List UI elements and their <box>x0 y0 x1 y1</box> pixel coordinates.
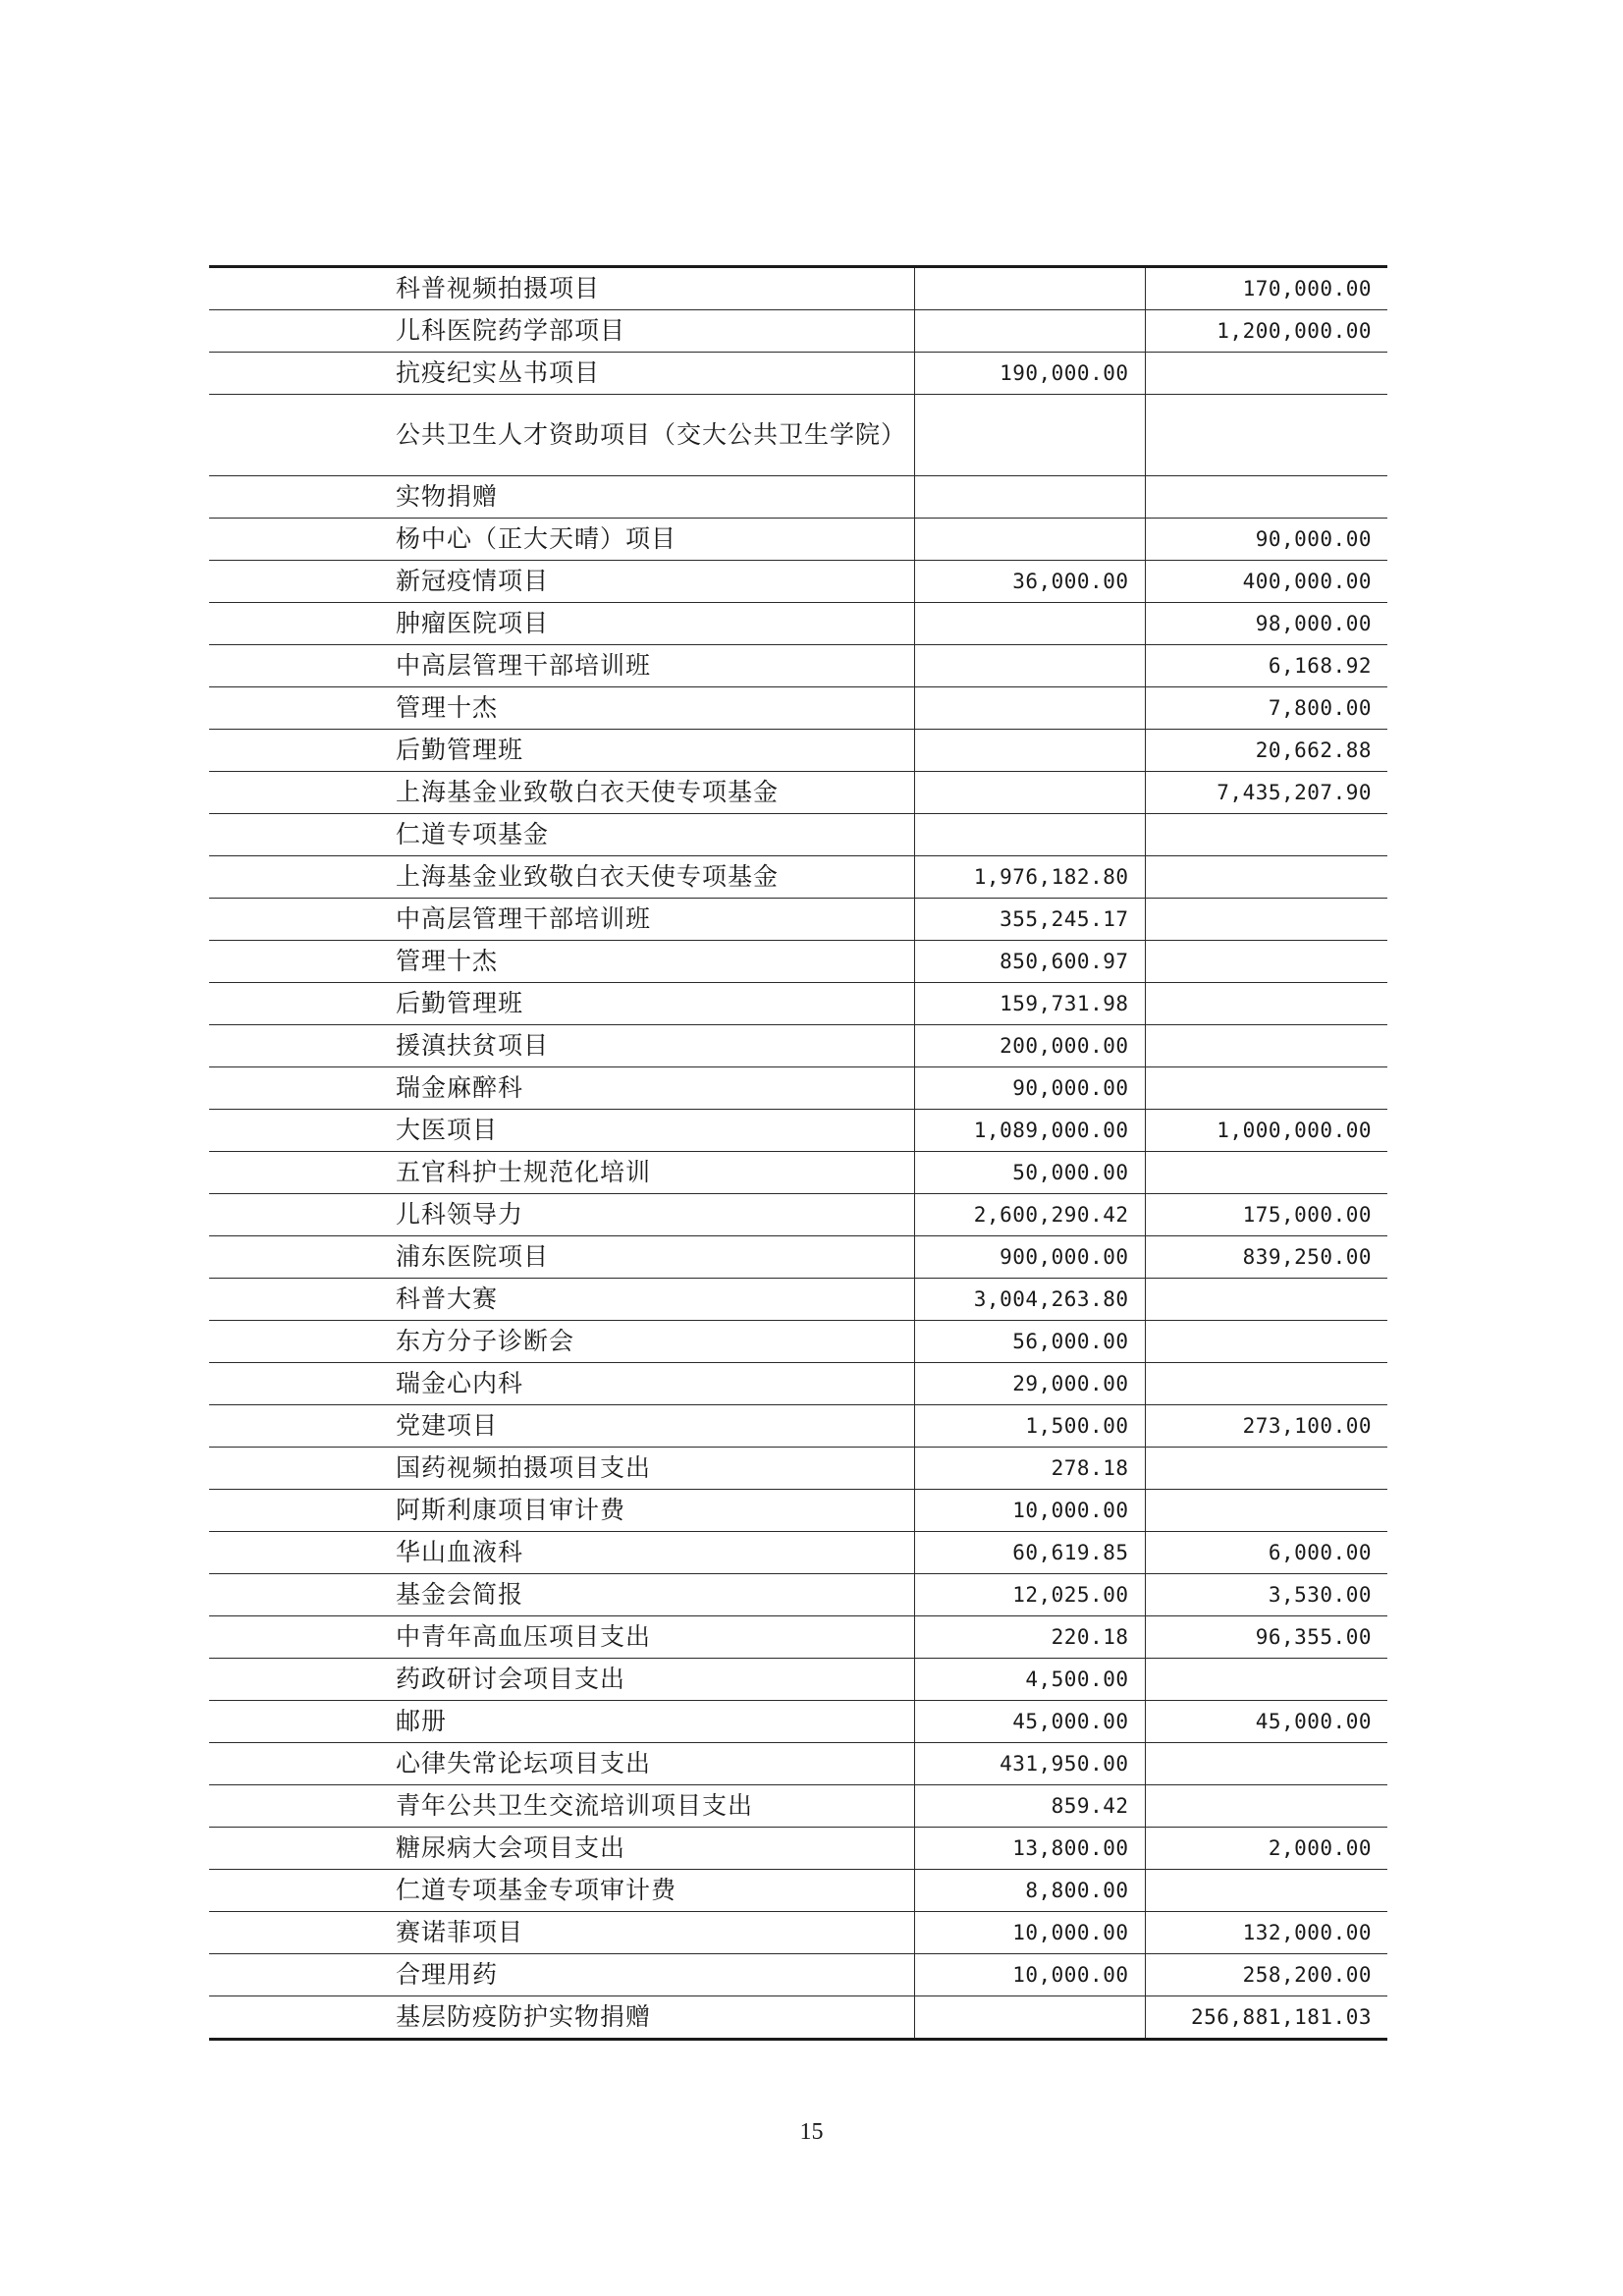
amount-col-2-cell <box>1145 1321 1387 1363</box>
item-name-cell: 肿瘤医院项目 <box>209 603 914 645</box>
amount-col-1-cell <box>914 1996 1145 2040</box>
amount-col-2-cell <box>1145 1152 1387 1194</box>
amount-col-2-cell: 96,355.00 <box>1145 1616 1387 1659</box>
item-name-cell: 科普大赛 <box>209 1279 914 1321</box>
amount-col-2-cell <box>1145 1279 1387 1321</box>
table-row <box>209 310 1387 353</box>
amount-col-1-cell: 12,025.00 <box>914 1574 1145 1616</box>
item-name-cell: 科普视频拍摄项目 <box>209 267 914 310</box>
amount-col-2-cell <box>1145 1870 1387 1912</box>
amount-col-1-cell <box>914 772 1145 814</box>
item-name-cell: 合理用药 <box>209 1954 914 1996</box>
amount-col-1-cell: 431,950.00 <box>914 1743 1145 1785</box>
amount-col-1-cell <box>914 645 1145 687</box>
table-row <box>209 1490 1387 1532</box>
item-name-cell: 瑞金心内科 <box>209 1363 914 1405</box>
item-name-cell: 中高层管理干部培训班 <box>209 645 914 687</box>
amount-col-1-cell: 159,731.98 <box>914 983 1145 1025</box>
amount-col-2-cell: 256,881,181.03 <box>1145 1996 1387 2040</box>
table-row <box>209 730 1387 772</box>
item-name-cell: 青年公共卫生交流培训项目支出 <box>209 1785 914 1828</box>
table-row <box>209 1659 1387 1701</box>
item-name-cell: 东方分子诊断会 <box>209 1321 914 1363</box>
amount-col-2-cell: 98,000.00 <box>1145 603 1387 645</box>
table-row <box>209 1912 1387 1954</box>
amount-col-2-cell: 7,435,207.90 <box>1145 772 1387 814</box>
amount-col-1-cell: 2,600,290.42 <box>914 1194 1145 1236</box>
amount-col-2-cell <box>1145 856 1387 899</box>
amount-col-2-cell <box>1145 899 1387 941</box>
amount-col-1-cell: 45,000.00 <box>914 1701 1145 1743</box>
item-name-cell: 管理十杰 <box>209 941 914 983</box>
table-row <box>209 1532 1387 1574</box>
table-row <box>209 1236 1387 1279</box>
item-name-cell: 仁道专项基金专项审计费 <box>209 1870 914 1912</box>
table-row <box>209 1025 1387 1067</box>
amount-col-2-cell <box>1145 1743 1387 1785</box>
item-name-cell: 管理十杰 <box>209 687 914 730</box>
item-name-cell: 上海基金业致敬白衣天使专项基金 <box>209 856 914 899</box>
table-row <box>209 1067 1387 1110</box>
item-name-cell: 五官科护士规范化培训 <box>209 1152 914 1194</box>
amount-col-1-cell: 36,000.00 <box>914 561 1145 603</box>
item-name-cell: 邮册 <box>209 1701 914 1743</box>
amount-col-1-cell: 4,500.00 <box>914 1659 1145 1701</box>
item-name-cell: 基金会简报 <box>209 1574 914 1616</box>
amount-col-2-cell: 175,000.00 <box>1145 1194 1387 1236</box>
item-name-cell: 儿科医院药学部项目 <box>209 310 914 353</box>
item-name-cell: 糖尿病大会项目支出 <box>209 1828 914 1870</box>
amount-col-1-cell: 900,000.00 <box>914 1236 1145 1279</box>
item-name-cell: 大医项目 <box>209 1110 914 1152</box>
table-row <box>209 1828 1387 1870</box>
item-name-cell: 杨中心（正大天晴）项目 <box>209 519 914 561</box>
amount-col-2-cell <box>1145 476 1387 519</box>
amount-col-2-cell <box>1145 1363 1387 1405</box>
item-name-cell: 心律失常论坛项目支出 <box>209 1743 914 1785</box>
table-row <box>209 603 1387 645</box>
amount-col-2-cell <box>1145 1067 1387 1110</box>
table-row <box>209 1870 1387 1912</box>
item-name-cell: 浦东医院项目 <box>209 1236 914 1279</box>
table-row <box>209 983 1387 1025</box>
amount-col-1-cell: 10,000.00 <box>914 1912 1145 1954</box>
item-name-cell: 华山血液科 <box>209 1532 914 1574</box>
item-name-cell: 中高层管理干部培训班 <box>209 899 914 941</box>
table-row <box>209 1743 1387 1785</box>
item-name-cell: 儿科领导力 <box>209 1194 914 1236</box>
table-row <box>209 1194 1387 1236</box>
table-row <box>209 645 1387 687</box>
table-row <box>209 1616 1387 1659</box>
amount-col-1-cell: 200,000.00 <box>914 1025 1145 1067</box>
amount-col-1-cell <box>914 687 1145 730</box>
table-row <box>209 1152 1387 1194</box>
amount-col-1-cell: 56,000.00 <box>914 1321 1145 1363</box>
amount-col-1-cell: 10,000.00 <box>914 1954 1145 1996</box>
amount-col-2-cell: 1,000,000.00 <box>1145 1110 1387 1152</box>
item-name-cell: 中青年高血压项目支出 <box>209 1616 914 1659</box>
table-row <box>209 1954 1387 1996</box>
item-name-cell: 公共卫生人才资助项目（交大公共卫生学院） <box>209 395 914 476</box>
amount-col-2-cell: 273,100.00 <box>1145 1405 1387 1448</box>
amount-col-2-cell <box>1145 353 1387 395</box>
amount-col-1-cell <box>914 267 1145 310</box>
item-name-cell: 新冠疫情项目 <box>209 561 914 603</box>
table-row <box>209 1110 1387 1152</box>
table-row <box>209 856 1387 899</box>
amount-col-2-cell: 90,000.00 <box>1145 519 1387 561</box>
item-name-cell: 实物捐赠 <box>209 476 914 519</box>
amount-col-2-cell: 45,000.00 <box>1145 1701 1387 1743</box>
item-name-cell: 瑞金麻醉科 <box>209 1067 914 1110</box>
table-row <box>209 395 1387 476</box>
amount-col-1-cell: 859.42 <box>914 1785 1145 1828</box>
amount-col-1-cell: 1,976,182.80 <box>914 856 1145 899</box>
table-row <box>209 1321 1387 1363</box>
amount-col-2-cell: 7,800.00 <box>1145 687 1387 730</box>
amount-col-2-cell: 3,530.00 <box>1145 1574 1387 1616</box>
amount-col-1-cell: 60,619.85 <box>914 1532 1145 1574</box>
amount-col-1-cell: 278.18 <box>914 1448 1145 1490</box>
amount-col-2-cell <box>1145 983 1387 1025</box>
table-row <box>209 1363 1387 1405</box>
table-row <box>209 1405 1387 1448</box>
amount-col-1-cell <box>914 395 1145 476</box>
table-row <box>209 1996 1387 2040</box>
amount-col-1-cell: 190,000.00 <box>914 353 1145 395</box>
amount-col-1-cell: 13,800.00 <box>914 1828 1145 1870</box>
amount-col-1-cell: 90,000.00 <box>914 1067 1145 1110</box>
item-name-cell: 党建项目 <box>209 1405 914 1448</box>
amount-col-1-cell: 850,600.97 <box>914 941 1145 983</box>
amount-col-2-cell: 6,168.92 <box>1145 645 1387 687</box>
page-number: 15 <box>799 2119 824 2145</box>
amount-col-2-cell <box>1145 1448 1387 1490</box>
item-name-cell: 阿斯利康项目审计费 <box>209 1490 914 1532</box>
amount-col-2-cell: 6,000.00 <box>1145 1532 1387 1574</box>
amount-col-2-cell <box>1145 1025 1387 1067</box>
amount-col-2-cell: 170,000.00 <box>1145 267 1387 310</box>
table-row <box>209 353 1387 395</box>
amount-col-2-cell: 132,000.00 <box>1145 1912 1387 1954</box>
amount-col-1-cell: 3,004,263.80 <box>914 1279 1145 1321</box>
amount-col-2-cell <box>1145 1785 1387 1828</box>
amount-col-1-cell: 29,000.00 <box>914 1363 1145 1405</box>
amount-col-2-cell <box>1145 941 1387 983</box>
table-row <box>209 941 1387 983</box>
table-row <box>209 814 1387 856</box>
amount-col-2-cell: 2,000.00 <box>1145 1828 1387 1870</box>
table-row <box>209 476 1387 519</box>
table-row <box>209 1701 1387 1743</box>
item-name-cell: 抗疫纪实丛书项目 <box>209 353 914 395</box>
table-row <box>209 1785 1387 1828</box>
table-row <box>209 1574 1387 1616</box>
item-name-cell: 援滇扶贫项目 <box>209 1025 914 1067</box>
amount-col-1-cell: 1,500.00 <box>914 1405 1145 1448</box>
amount-col-2-cell <box>1145 395 1387 476</box>
amount-col-2-cell <box>1145 814 1387 856</box>
table-row <box>209 267 1387 310</box>
table-row <box>209 519 1387 561</box>
item-name-cell: 基层防疫防护实物捐赠 <box>209 1996 914 2040</box>
amount-col-1-cell <box>914 310 1145 353</box>
amount-col-1-cell <box>914 814 1145 856</box>
amount-col-2-cell: 400,000.00 <box>1145 561 1387 603</box>
amount-col-1-cell <box>914 730 1145 772</box>
amount-col-1-cell: 50,000.00 <box>914 1152 1145 1194</box>
amount-col-2-cell <box>1145 1490 1387 1532</box>
amount-col-1-cell: 1,089,000.00 <box>914 1110 1145 1152</box>
table-row <box>209 561 1387 603</box>
amount-col-2-cell: 20,662.88 <box>1145 730 1387 772</box>
table-row <box>209 899 1387 941</box>
table-row <box>209 687 1387 730</box>
item-name-cell: 上海基金业致敬白衣天使专项基金 <box>209 772 914 814</box>
amount-col-2-cell: 1,200,000.00 <box>1145 310 1387 353</box>
ledger-table <box>209 265 1387 2041</box>
amount-col-1-cell: 10,000.00 <box>914 1490 1145 1532</box>
item-name-cell: 国药视频拍摄项目支出 <box>209 1448 914 1490</box>
amount-col-1-cell: 8,800.00 <box>914 1870 1145 1912</box>
item-name-cell: 后勤管理班 <box>209 730 914 772</box>
amount-col-2-cell: 258,200.00 <box>1145 1954 1387 1996</box>
item-name-cell: 赛诺菲项目 <box>209 1912 914 1954</box>
amount-col-1-cell: 355,245.17 <box>914 899 1145 941</box>
amount-col-1-cell <box>914 476 1145 519</box>
amount-col-2-cell <box>1145 1659 1387 1701</box>
amount-col-1-cell <box>914 603 1145 645</box>
item-name-cell: 药政研讨会项目支出 <box>209 1659 914 1701</box>
amount-col-1-cell: 220.18 <box>914 1616 1145 1659</box>
amount-col-1-cell <box>914 519 1145 561</box>
amount-col-2-cell: 839,250.00 <box>1145 1236 1387 1279</box>
table-row <box>209 1279 1387 1321</box>
table-row <box>209 772 1387 814</box>
item-name-cell: 后勤管理班 <box>209 983 914 1025</box>
ledger-body <box>209 267 1387 2040</box>
item-name-cell: 仁道专项基金 <box>209 814 914 856</box>
table-row <box>209 1448 1387 1490</box>
